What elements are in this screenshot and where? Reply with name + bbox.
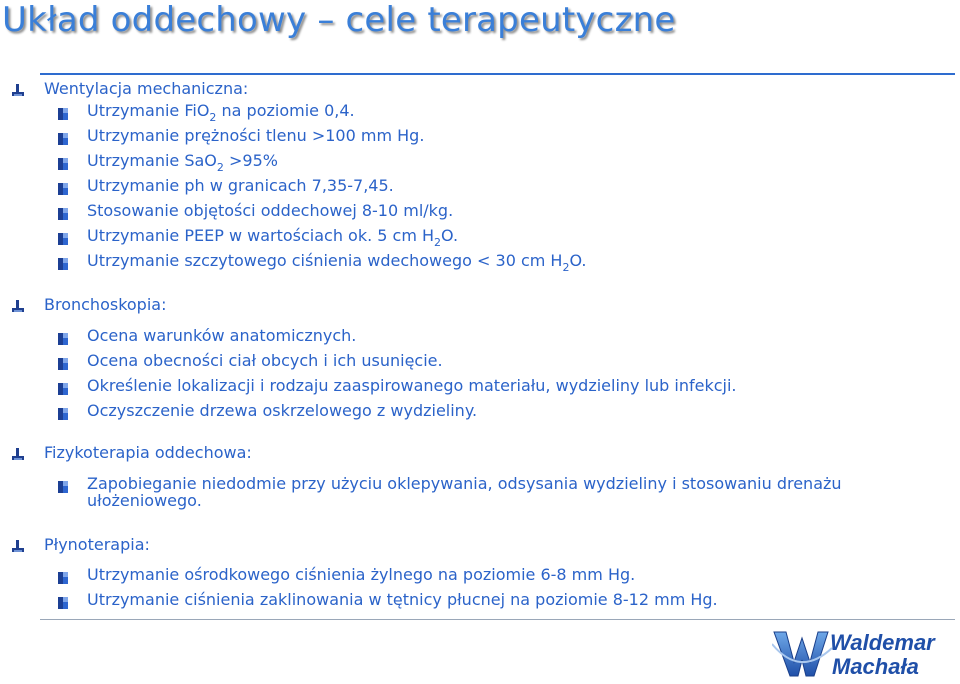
level2-bullet-icon: [58, 255, 68, 267]
list-item: [87, 402, 477, 419]
level1-bullet-icon: [12, 299, 24, 313]
title-underline: [40, 73, 955, 75]
list-item: [87, 202, 453, 219]
list-item-text-suffix: O.: [441, 226, 459, 245]
page-title: Układ oddechowy – cele terapeutyczne: [2, 0, 676, 40]
list-item: [87, 377, 737, 394]
level2-bullet-icon: [58, 330, 68, 342]
list-item-text: Utrzymanie szczytowego ciśnienia wdechowego < 30 cm H: [87, 251, 563, 270]
level2-bullet-icon: [58, 569, 68, 581]
list-item-text: Ocena warunków anatomicznych.: [87, 326, 357, 345]
list-item: [87, 327, 356, 344]
level2-bullet-icon: [58, 180, 68, 192]
level2-bullet-icon: [58, 130, 68, 142]
list-item-text: Utrzymanie FiO: [87, 101, 210, 120]
level1-bullet-icon: [12, 539, 24, 553]
list-item: [87, 352, 443, 369]
list-item-text-suffix: >95%: [223, 151, 278, 170]
list-item-text: Utrzymanie SaO: [87, 151, 217, 170]
list-item-text: Ocena obecności ciał obcych i ich usunięcie.: [87, 351, 443, 370]
list-item: [87, 251, 587, 274]
list-item-text: Utrzymanie ph w granicach 7,35-7,45.: [87, 176, 394, 195]
level2-bullet-icon: [58, 155, 68, 167]
subscript-text: 2: [562, 261, 570, 274]
level1-bullet-icon: [12, 83, 24, 97]
list-item-text-suffix: na poziomie 0,4.: [216, 101, 355, 120]
footer-divider: [40, 619, 955, 620]
list-item: [87, 127, 424, 144]
list-item: [87, 591, 718, 608]
list-item-text: Utrzymanie ciśnienia zaklinowania w tętnicy płucnej na poziomie 8-12 mm Hg.: [87, 590, 718, 609]
section-heading: Fizykoterapia oddechowa:: [44, 443, 252, 462]
list-item-text: Określenie lokalizacji i rodzaju zaaspirowanego materiału, wydzieliny lub infekcji.: [87, 376, 737, 395]
list-item: [87, 101, 355, 124]
list-item: [87, 226, 459, 249]
level2-bullet-icon: [58, 594, 68, 606]
logo-line1: Waldemar: [830, 630, 935, 655]
logo-line2: Machała: [832, 654, 919, 679]
list-item-text: Zapobieganie niedodmie przy użyciu oklepywania, odsysania wydzieliny i stosowaniu drenażu ułożeniowego.: [87, 474, 842, 510]
list-item-text: Oczyszczenie drzewa oskrzelowego z wydzieliny.: [87, 401, 478, 420]
level2-bullet-icon: [58, 230, 68, 242]
logo-mark-icon: [772, 624, 956, 680]
level2-bullet-icon: [58, 355, 68, 367]
subscript-text: 2: [209, 111, 217, 124]
level2-bullet-icon: [58, 105, 68, 117]
list-item: [87, 151, 278, 174]
section-heading: Bronchoskopia:: [44, 295, 167, 314]
level2-bullet-icon: [58, 478, 68, 490]
list-item: [87, 566, 635, 583]
section-heading: Wentylacja mechaniczna:: [44, 79, 249, 98]
list-item: [87, 177, 394, 194]
level2-bullet-icon: [58, 205, 68, 217]
list-item-text: Utrzymanie PEEP w wartościach ok. 5 cm H: [87, 226, 435, 245]
subscript-text: 2: [216, 161, 224, 174]
level2-bullet-icon: [58, 380, 68, 392]
section-heading: Płynoterapia:: [44, 535, 150, 554]
subscript-text: 2: [434, 236, 442, 249]
list-item-text: Utrzymanie prężności tlenu >100 mm Hg.: [87, 126, 425, 145]
level2-bullet-icon: [58, 405, 68, 417]
level1-bullet-icon: [12, 447, 24, 461]
list-item-text-suffix: O.: [569, 251, 587, 270]
list-item: [87, 475, 917, 509]
author-logo: [772, 624, 956, 680]
list-item-text: Utrzymanie ośrodkowego ciśnienia żylnego na poziomie 6-8 mm Hg.: [87, 565, 636, 584]
list-item-text: Stosowanie objętości oddechowej 8-10 ml/kg.: [87, 201, 454, 220]
